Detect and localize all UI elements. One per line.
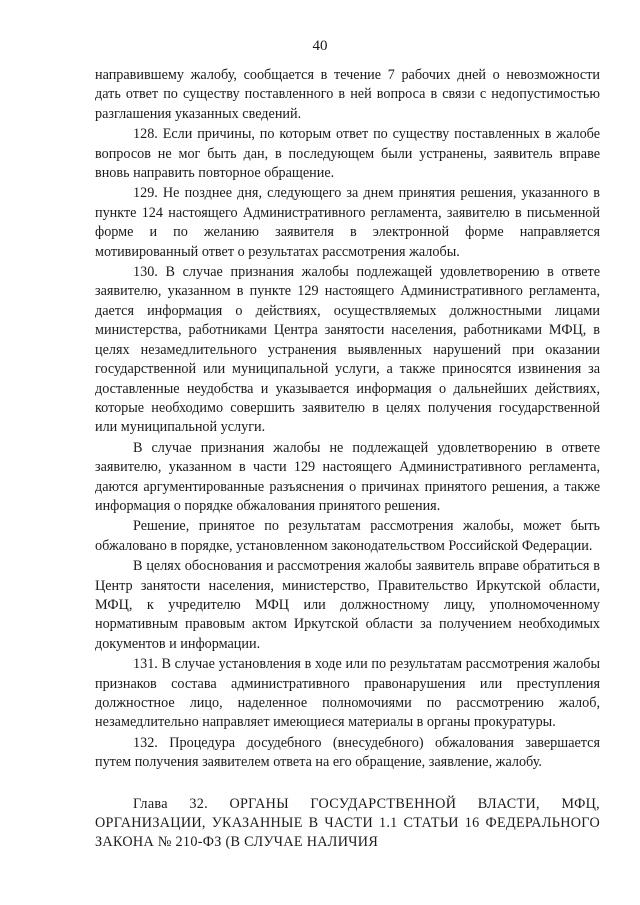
paragraph-130-documents: В целях обоснования и рассмотрения жалобы заявитель вправе обратиться в Центр занятости населения, министерство, Правительство Иркутской области, МФЦ, к учредителю МФЦ или должностному лицу, уполномоченному нормативным правовым актом Иркутской области за получением необходимых документов и информации. (95, 558, 600, 652)
paragraph-132: 132. Процедура досудебного (внесудебного) обжалования завершается путем получения заявителем ответа на его обращение, заявление, жалобу. (95, 734, 600, 771)
paragraph-continuation: направившему жалобу, сообщается в течение 7 рабочих дней о невозможности дать ответ по существу поставленного в ней вопроса в связи с недопустимостью разглашения указанных сведений. (95, 67, 600, 122)
paragraph-128: 128. Если причины, по которым ответ по существу поставленных в жалобе вопросов не мог быть дан, в последующем были устранены, заявитель вправе вновь направить повторное обращение. (95, 126, 600, 182)
page-number: 40 (312, 38, 328, 54)
chapter-heading: Глава 32. ОРГАНЫ ГОСУДАРСТВЕННОЙ ВЛАСТИ, МФЦ, ОРГАНИЗАЦИИ, УКАЗАННЫЕ В ЧАСТИ 1.1 СТАТЬИ 16 ФЕДЕРАЛЬНОГО ЗАКОНА № 210-ФЗ (В СЛУЧАЕ НАЛИЧИЯ (95, 795, 600, 851)
paragraph-130-appeal: Решение, принятое по результатам рассмотрения жалобы, может быть обжаловано в порядке, установленном законодательством Российской Федерации. (95, 518, 600, 554)
paragraph-130-refusal: В случае признания жалобы не подлежащей удовлетворению в ответе заявителю, указанном в части 129 настоящего Административного регламента, даются аргументированные разъяснения о причинах принятого решения, а также информация о порядке обжалования принятого решения. (95, 439, 600, 514)
paragraph-131: 131. В случае установления в ходе или по результатам рассмотрения жалобы признаков состава административного правонарушения или преступления должностное лицо, наделенное полномочиями по рассмотрению жалоб, незамедлительно направляет имеющиеся материалы в органы прокуратуры. (95, 656, 600, 731)
document-body (95, 66, 600, 853)
paragraph-129: 129. Не позднее дня, следующего за днем принятия решения, указанного в пункте 124 настоящего Административного регламента, заявителю в письменной форме и по желанию заявителя в электронной форме направляется мотивированный ответ о результатах рассмотрения жалобы. (95, 185, 600, 260)
paragraph-130: 130. В случае признания жалобы подлежащей удовлетворению в ответе заявителю, указанном в пункте 129 настоящего Административного регламента, дается информация о действиях, осуществляемых должностными лицами министерства, работниками Центра занятости населения, работниками МФЦ, в целях незамедлительного устранения выявленных нарушений при оказании государственной или муниципальной услуги, а также приносятся извинения за доставленные неудобства и указывается информация о дальнейших действиях, которые необходимо совершить заявителю в целях получения государственной или муниципальной услуги. (95, 264, 600, 436)
